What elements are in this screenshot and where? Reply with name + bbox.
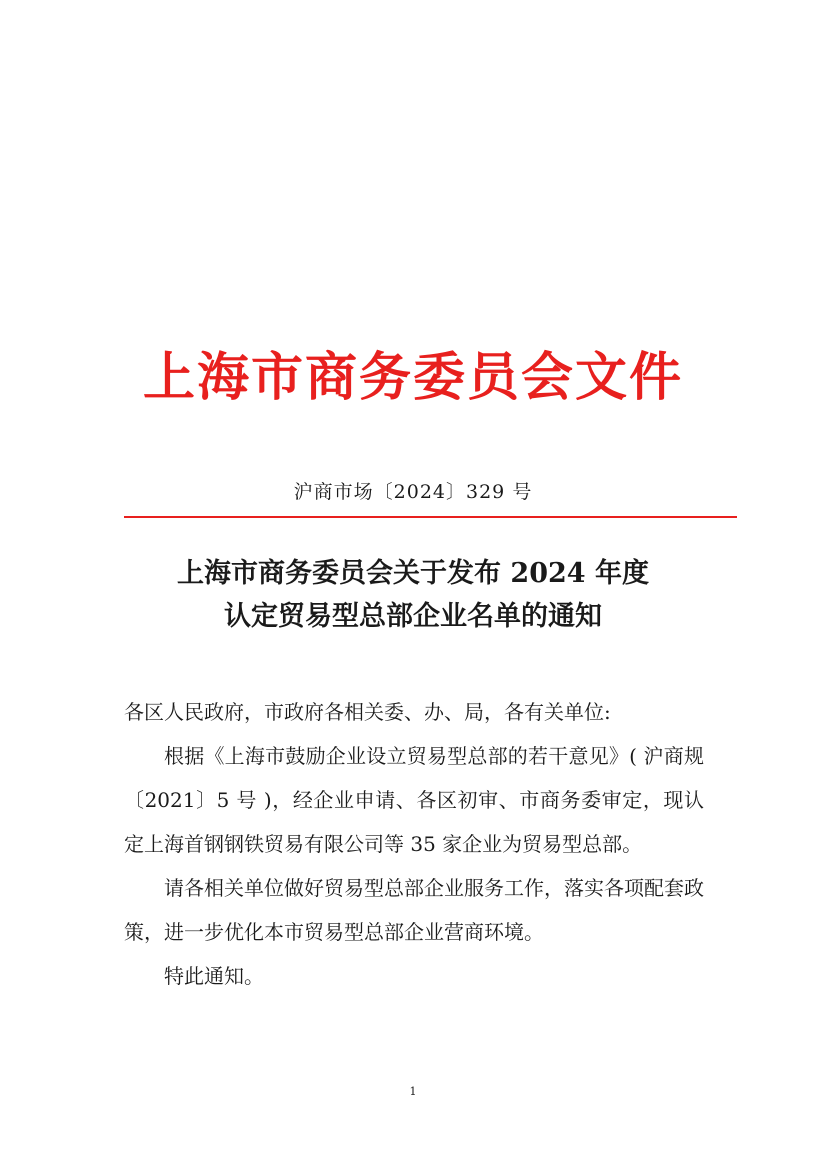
document-number: 沪商市场〔2024〕329 号: [293, 481, 533, 503]
body-paragraph-2: 请各相关单位做好贸易型总部企业服务工作，落实各项配套政策，进一步优化本市贸易型总部企业营商环境。: [124, 876, 704, 944]
body-paragraph-3: 特此通知。: [164, 964, 264, 988]
document-title-line-2: 认定贸易型总部企业名单的通知: [224, 601, 602, 632]
page-number: 1: [409, 1085, 417, 1098]
red-divider-line: [124, 516, 737, 518]
document-title: [0, 552, 826, 638]
body-paragraph-1: 根据《上海市鼓励企业设立贸易型总部的若干意见》( 沪商规〔2021〕5 号 )，经企业申请、各区初审、市商务委审定，现认定上海首钢钢铁贸易有限公司等 35 家企业为贸易型总部。: [124, 744, 704, 856]
document-masthead: 上海市商务委员会文件: [142, 347, 683, 408]
salutation: 各区人民政府，市政府各相关委、办、局，各有关单位:: [124, 700, 611, 724]
document-body: [124, 690, 704, 998]
document-title-line-1: 上海市商务委员会关于发布 2024 年度: [177, 558, 649, 589]
